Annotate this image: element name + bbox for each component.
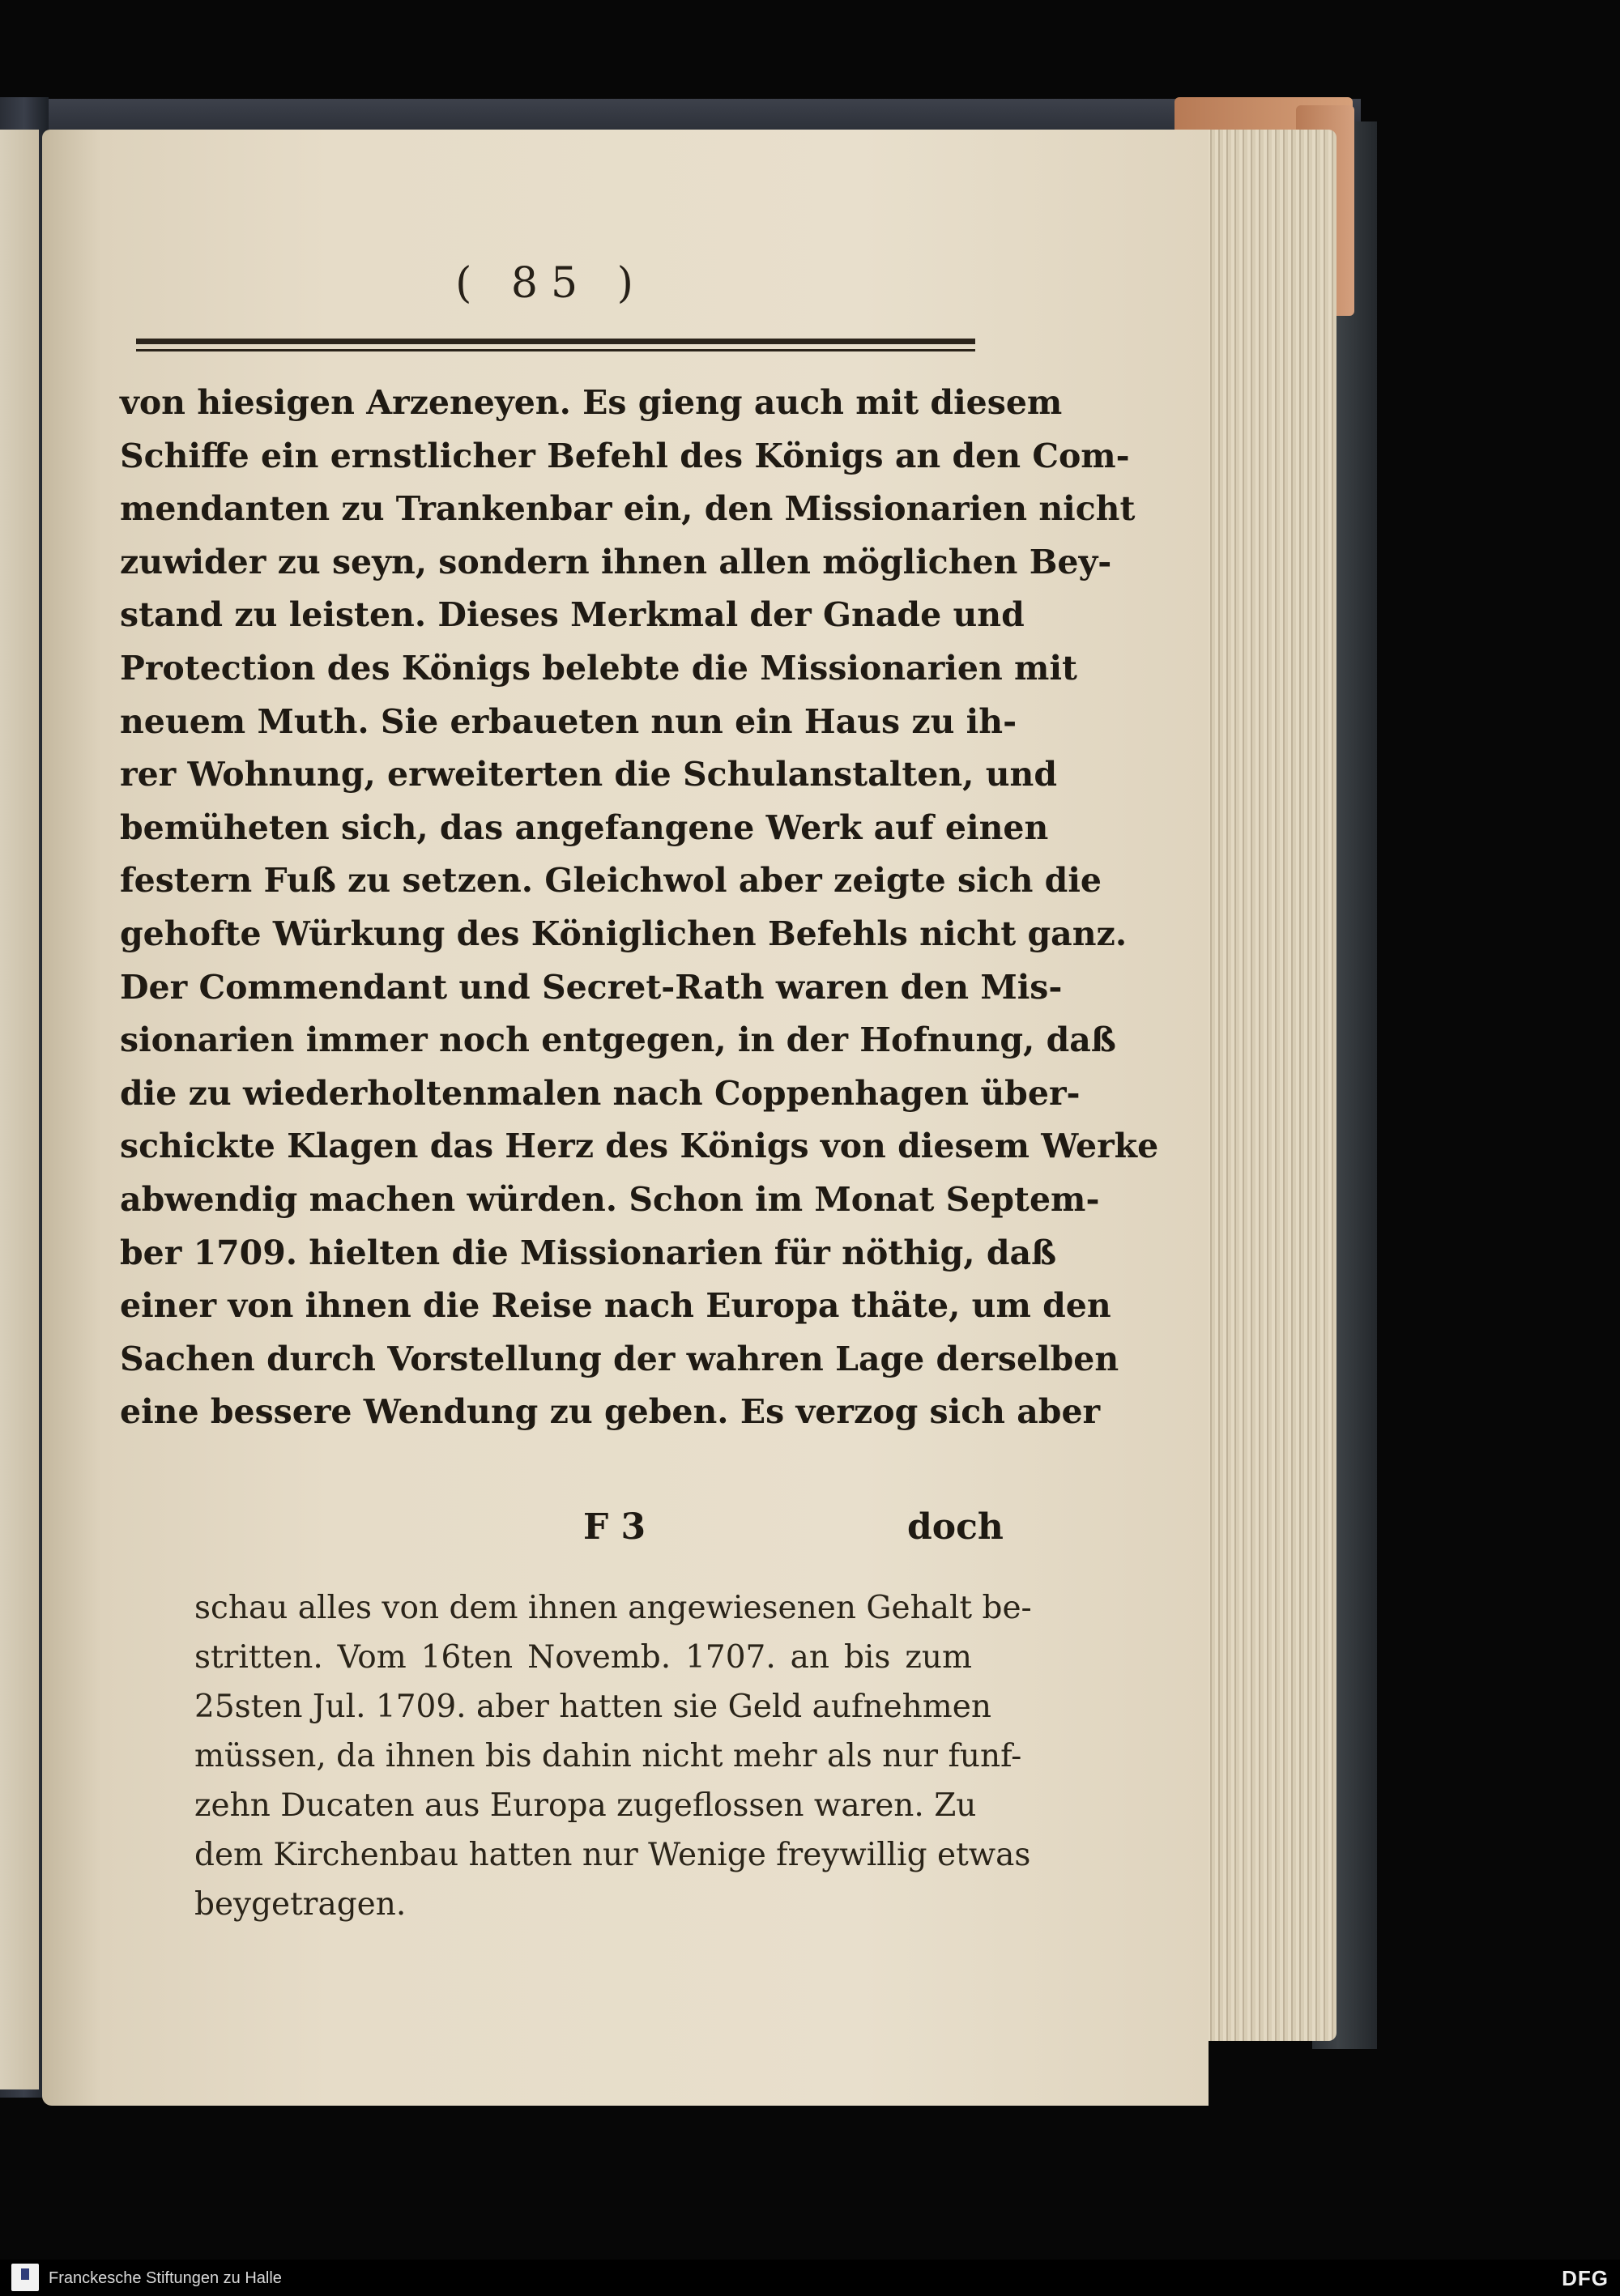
page-number: ( 85 ) [455, 259, 646, 308]
footnote-line: zehn Ducaten aus Europa zugeflossen waren. Zu [194, 1787, 977, 1824]
footnote-line: dem Kirchenbau hatten nur Wenige freywillig etwas [194, 1837, 1031, 1873]
footnote-line: schau alles von dem ihnen angewiesenen Gehalt be- [194, 1590, 1032, 1626]
main-text-block [120, 377, 1159, 1439]
text-line: einer von ihnen die Reise nach Europa thäte, um den [120, 1286, 1111, 1326]
signature-mark: F 3 [583, 1506, 646, 1548]
footnote-line: 25sten Jul. 1709. aber hatten sie Geld aufnehmen [194, 1689, 991, 1725]
footnote-block [194, 1583, 1032, 1929]
text-line: Protection des Königs belebte die Missionarien mit [120, 648, 1077, 688]
header-rule-thin [136, 349, 975, 351]
page-block-edge [1199, 130, 1336, 2041]
text-line: sionarien immer noch entgegen, in der Hofnung, daß [120, 1020, 1116, 1060]
footnote-line: stritten. Vom 16ten Novemb. 1707. an bis zum [194, 1639, 972, 1676]
footnote-line: beygetragen. [194, 1886, 407, 1923]
header-rule-thick [136, 339, 975, 344]
viewer-footer [0, 2260, 1620, 2296]
facing-page-edge [0, 130, 39, 2089]
text-line: bemüheten sich, das angefangene Werk auf einen [120, 807, 1049, 847]
text-line: Der Commendant und Secret-Rath waren den Mis- [120, 967, 1063, 1007]
text-line: festern Fuß zu setzen. Gleichwol aber zeigte sich die [120, 861, 1102, 901]
text-line: mendanten zu Trankenbar ein, den Missionarien nicht [120, 489, 1136, 529]
catchword: doch [907, 1506, 1004, 1548]
institution-name: Franckesche Stiftungen zu Halle [49, 2269, 282, 2287]
text-line: rer Wohnung, erweiterten die Schulanstalten, und [120, 755, 1058, 794]
text-line: zuwider zu seyn, sondern ihnen allen möglichen Bey- [120, 542, 1112, 581]
text-line: die zu wiederholtenmalen nach Coppenhagen über- [120, 1073, 1081, 1113]
text-line: Sachen durch Vorstellung der wahren Lage derselben [120, 1339, 1119, 1378]
text-line: schickte Klagen das Herz des Königs von diesem Werke [120, 1127, 1159, 1166]
institution-logo-icon [11, 2264, 39, 2291]
text-line: abwendig machen würden. Schon im Monat Septem- [120, 1179, 1100, 1219]
text-line: stand zu leisten. Dieses Merkmal der Gnade und [120, 595, 1025, 635]
text-line: Schiffe ein ernstlicher Befehl des Königs an den Com- [120, 436, 1130, 475]
text-line: gehofte Würkung des Königlichen Befehls nicht ganz. [120, 914, 1128, 953]
text-line: ber 1709. hielten die Missionarien für nöthig, daß [120, 1233, 1057, 1272]
text-line: neuem Muth. Sie erbaueten nun ein Haus zu ih- [120, 701, 1017, 741]
text-line: von hiesigen Arzeneyen. Es gieng auch mit diesem [120, 383, 1063, 422]
text-line: eine bessere Wendung zu geben. Es verzog sich aber [120, 1392, 1101, 1432]
footnote-line: müssen, da ihnen bis dahin nicht mehr als nur funf- [194, 1738, 1022, 1774]
dfg-logo: DFG [1562, 2266, 1609, 2290]
